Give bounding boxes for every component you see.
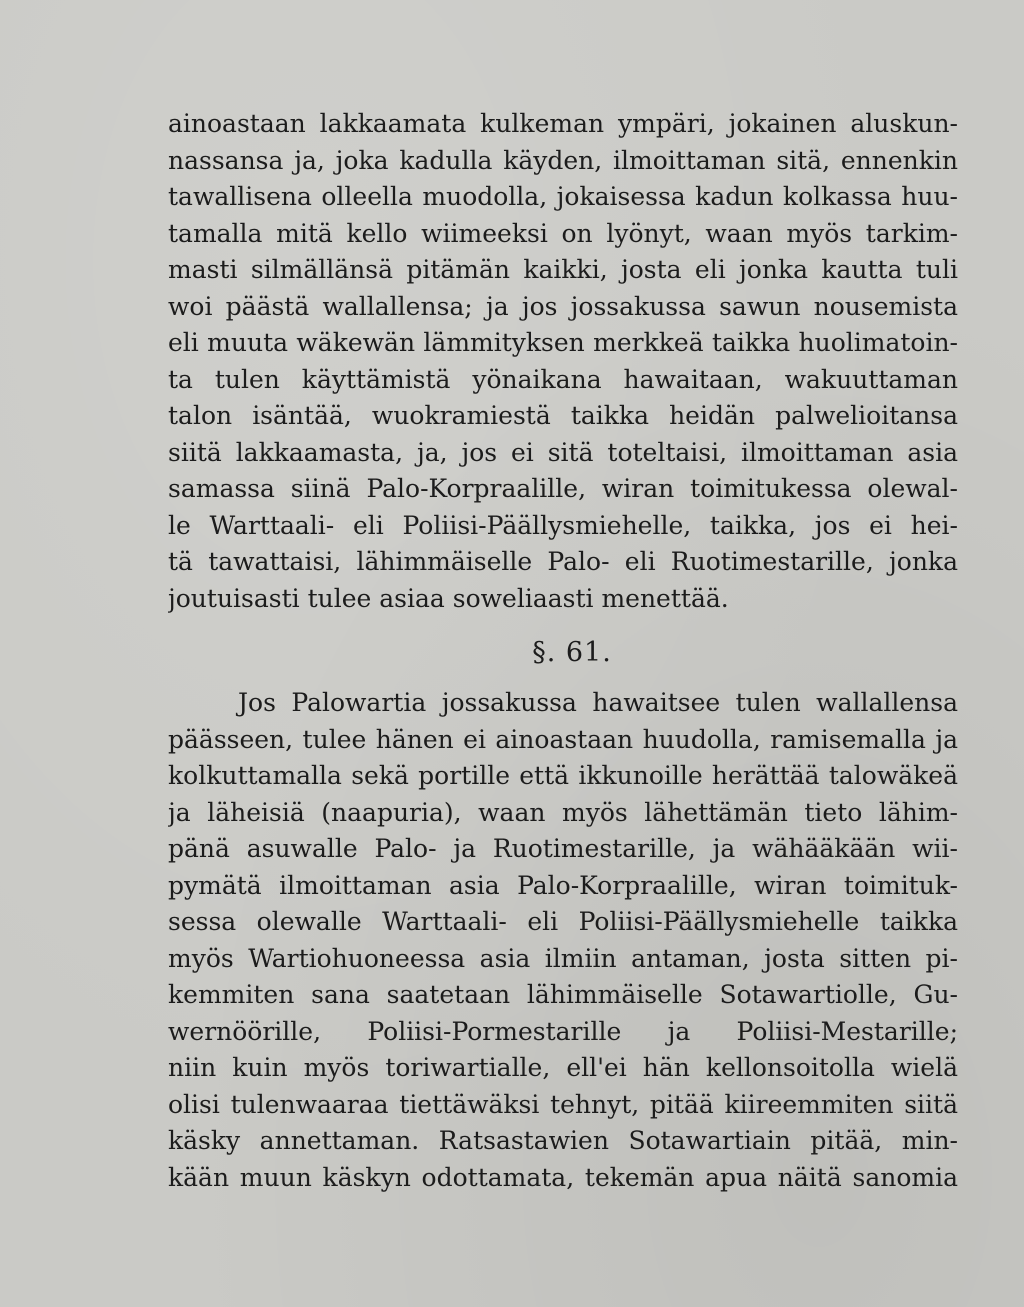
section-heading (0, 633, 1024, 673)
text-line: tawallisena olleella muodolla, jokaisessa kadun kolkassa huu- (168, 182, 958, 211)
text-line: päässeen, tulee hänen ei ainoastaan huudolla, ramisemalla ja (168, 724, 958, 754)
text-line: ta tulen käyttämistä yönaikana hawaitaan, wakuuttaman (168, 364, 958, 394)
text-line: joutuisasti tulee asiaa soweliaasti menettää. (168, 583, 729, 613)
text-line: nassansa ja, joka kadulla käyden, ilmoittaman sitä, ennenkin (168, 145, 958, 175)
text-line: masti silmällänsä pitämän kaikki, josta eli jonka kautta tuli (168, 255, 958, 284)
section-number: §. 61. (532, 637, 612, 668)
text-line: kemmiten sana saatetaan lähimmäiselle Sotawartiolle, Gu- (168, 980, 958, 1009)
text-line: Jos Palowartia jossakussa hawaitsee tulen wallallensa (238, 688, 958, 717)
text-line: ja läheisiä (naapuria), waan myös lähettämän tieto lähim- (168, 797, 958, 827)
text-line: wernöörille, Poliisi-Pormestarille ja Poliisi-Mestarille; (168, 1016, 958, 1046)
text-line: woi päästä wallallensa; ja jos jossakussa sawun nousemista (168, 291, 958, 321)
text-line: siitä lakkaamasta, ja, jos ei sitä toteltaisi, ilmoittaman asia (168, 437, 958, 467)
text-line: samassa siinä Palo-Korpraalille, wiran toimitukessa olewal- (168, 474, 958, 503)
text-line: käsky annettaman. Ratsastawien Sotawartiain pitää, min- (168, 1126, 958, 1155)
paragraph-1 (168, 106, 958, 617)
text-line: pänä asuwalle Palo- ja Ruotimestarille, ja wähääkään wii- (168, 834, 958, 863)
paragraph-2 (168, 685, 958, 1196)
text-line: le Warttaali- eli Poliisi-Päällysmiehelle, taikka, jos ei hei- (168, 510, 958, 540)
text-line: kolkuttamalla sekä portille että ikkunoille herättää talowäkeä (168, 761, 958, 790)
text-line: niin kuin myös toriwartialle, ell'ei hän kellonsoitolla wielä (168, 1053, 958, 1082)
text-line: olisi tulenwaaraa tiettäwäksi tehnyt, pitää kiireemmiten siitä (168, 1089, 958, 1119)
text-line: pymätä ilmoittaman asia Palo-Korpraalille, wiran toimituk- (168, 870, 958, 900)
text-line: tamalla mitä kello wiimeeksi on lyönyt, waan myös tarkim- (168, 218, 958, 248)
text-line: eli muuta wäkewän lämmityksen merkkeä taikka huolimatoin- (168, 328, 958, 357)
text-line: talon isäntää, wuokramiestä taikka heidän palwelioitansa (168, 401, 958, 430)
text-line: ainoastaan lakkaamata kulkeman ympäri, jokainen aluskun- (168, 109, 958, 138)
text-line: myös Wartiohuoneessa asia ilmiin antaman, josta sitten pi- (168, 943, 958, 973)
text-line: sessa olewalle Warttaali- eli Poliisi-Päällysmiehelle taikka (168, 907, 958, 936)
text-line: tä tawattaisi, lähimmäiselle Palo- eli Ruotimestarille, jonka (168, 547, 958, 576)
text-line: kään muun käskyn odottamata, tekemän apua näitä sanomia (168, 1162, 958, 1192)
